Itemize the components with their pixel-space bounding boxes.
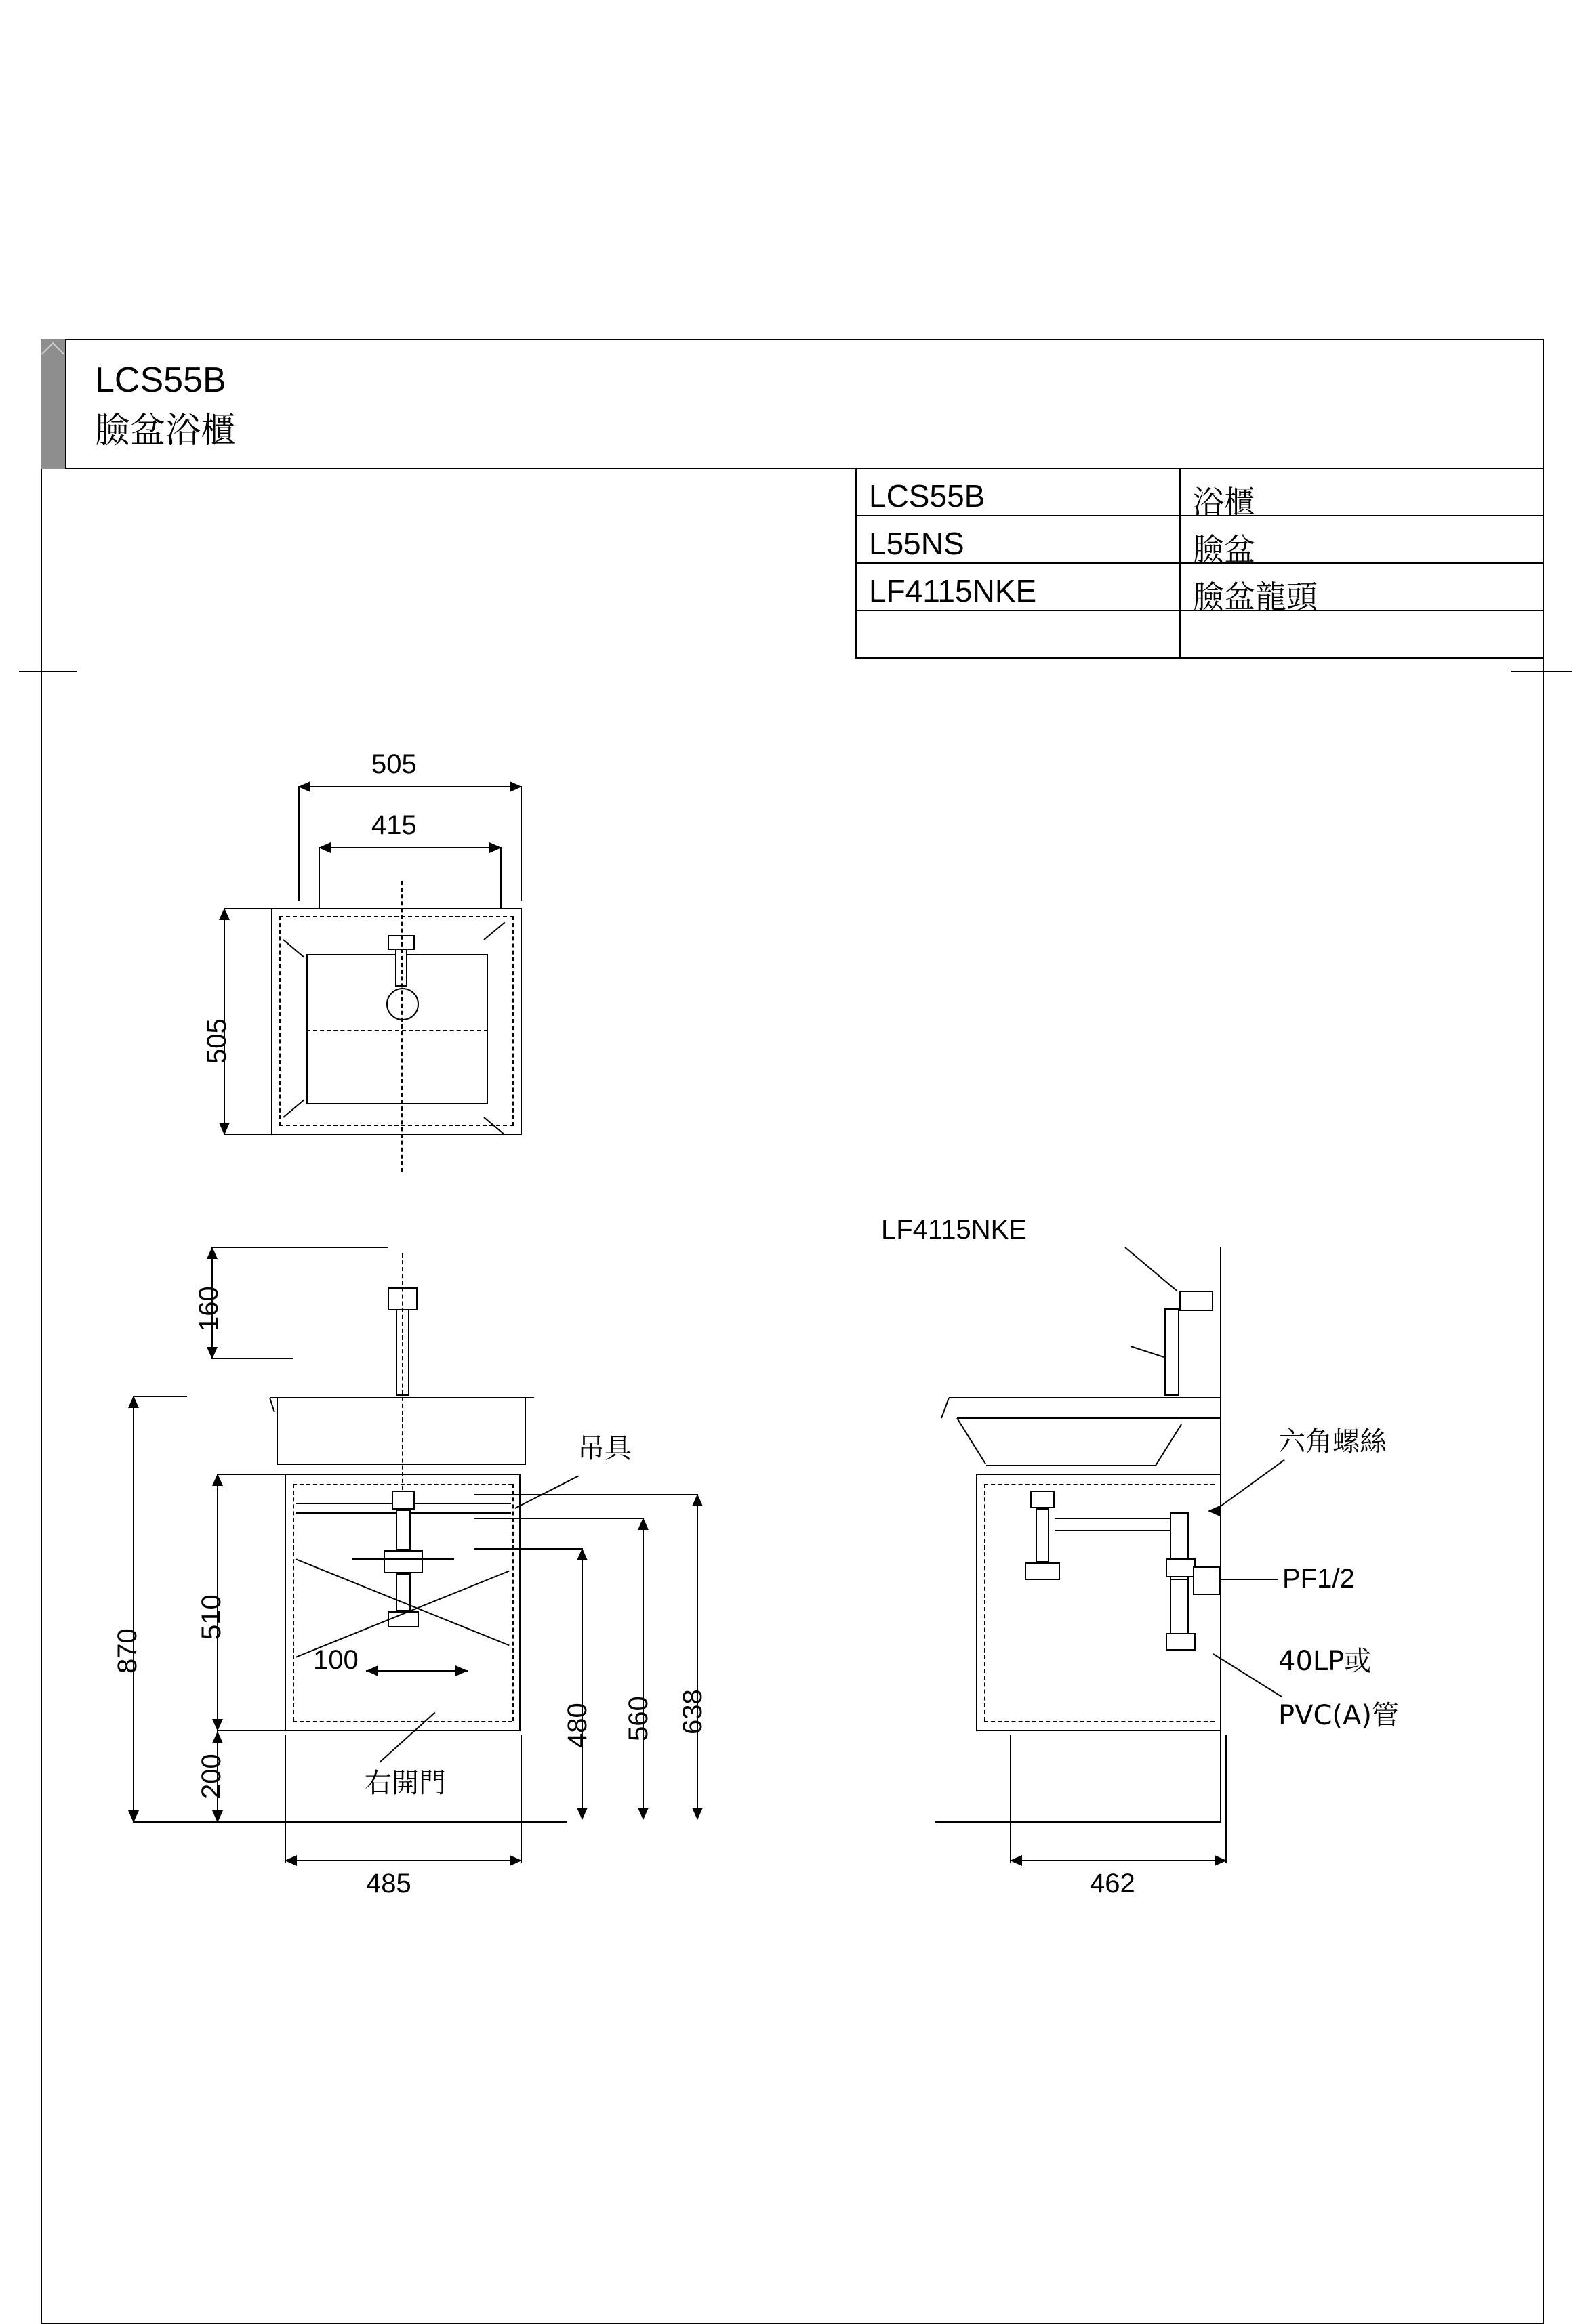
leader-pf (1220, 1579, 1278, 1580)
ext-line (298, 786, 300, 901)
ext-line (474, 1494, 698, 1495)
dim-line-100 (366, 1670, 468, 1672)
center-line-top-view (401, 881, 403, 1172)
dim-arrow (692, 1808, 703, 1820)
cabinet-inner-dash-left (279, 916, 281, 1126)
ext-line (474, 1548, 583, 1550)
dim-line-top-415 (319, 847, 502, 848)
dim-text-560: 560 (624, 1696, 653, 1741)
drain-pipe-front (396, 1510, 411, 1550)
cabinet-front-dash-top (293, 1484, 512, 1485)
table-cell-code (857, 611, 1181, 657)
dim-arrow (455, 1665, 468, 1676)
dim-text-870: 870 (113, 1628, 142, 1674)
cabinet-side-dash-left (984, 1484, 985, 1721)
table-row (855, 468, 1544, 520)
dim-arrow (319, 842, 331, 853)
basin-front-body (277, 1397, 526, 1465)
faucet-side-head (1179, 1291, 1213, 1311)
label-door: 右開門 (365, 1768, 446, 1799)
dim-line-480 (582, 1548, 583, 1819)
dim-line-485 (285, 1860, 522, 1861)
dim-arrow (212, 1810, 223, 1823)
table-cell-name (1181, 564, 1545, 615)
title-block-tab (41, 339, 66, 469)
center-mark-right (1511, 671, 1572, 672)
trap-arm-side-2 (1055, 1530, 1177, 1531)
ext-line (1010, 1735, 1011, 1863)
cabinet-side-dash-top (984, 1484, 1215, 1485)
label-pipe-line1: 40LP或 (1278, 1646, 1372, 1677)
part-name: 臉盆 (1193, 531, 1255, 568)
ext-line (285, 1735, 286, 1863)
ext-line (521, 786, 522, 901)
ext-line-floor (133, 1821, 567, 1823)
trap-cross-arm (352, 1558, 454, 1560)
dim-arrow (1010, 1855, 1022, 1866)
dim-arrow (638, 1808, 649, 1820)
dim-arrow (298, 781, 310, 792)
table-cell-name (1181, 611, 1545, 657)
table-row (855, 515, 1544, 568)
floor-line-side (935, 1821, 1220, 1823)
basin-side-bowl-bottom (986, 1465, 1156, 1466)
table-cell-code (857, 564, 1181, 610)
table-cell-name (1181, 469, 1545, 520)
ext-line (211, 1247, 388, 1248)
ext-line (217, 1730, 285, 1731)
table-row (855, 610, 1544, 659)
dim-text-200: 200 (197, 1754, 226, 1799)
dim-line-638 (697, 1494, 698, 1819)
dim-arrow (207, 1247, 218, 1259)
trap-body-front (384, 1550, 423, 1573)
drain-flange-side (1030, 1491, 1055, 1508)
table-cell-code (857, 469, 1181, 515)
dim-text-485: 485 (366, 1869, 411, 1898)
dim-arrow (212, 1474, 223, 1486)
part-name: 臉盆龍頭 (1193, 579, 1318, 615)
dim-arrow (692, 1494, 703, 1506)
label-pf: PF1/2 (1282, 1564, 1355, 1594)
label-pipe-line2: PVC(A)管 (1278, 1700, 1399, 1731)
cabinet-inner-dash-right (512, 916, 514, 1126)
pipe-nut-1 (1166, 1558, 1196, 1577)
label-hex-screw: 六角螺絲 (1278, 1426, 1387, 1457)
faucet-side-body (1164, 1308, 1179, 1396)
dim-arrow (366, 1665, 378, 1676)
basin-side-under (957, 1417, 1221, 1419)
ext-line (224, 908, 278, 909)
dim-arrow (577, 1548, 588, 1560)
table-cell-name (1181, 516, 1545, 568)
dim-text-638: 638 (678, 1689, 708, 1735)
ext-line (224, 1134, 278, 1135)
part-code: L55NS (869, 526, 964, 561)
dim-arrow (638, 1518, 649, 1530)
trap-arm-side (1055, 1518, 1177, 1519)
part-code: LCS55B (869, 478, 985, 514)
dim-arrow (285, 1855, 297, 1866)
ext-line (217, 1474, 285, 1475)
dim-text-505-depth: 505 (202, 1018, 232, 1064)
dim-text-510: 510 (197, 1594, 226, 1640)
dim-line-462 (1010, 1860, 1227, 1861)
drain-flange-front (392, 1491, 415, 1510)
dim-text-480: 480 (563, 1703, 592, 1748)
pipe-nut-2 (1166, 1633, 1196, 1651)
cabinet-inner-dash-top (279, 916, 514, 917)
ext-line (500, 847, 502, 908)
dim-line-560 (643, 1518, 644, 1819)
dim-text-160: 160 (194, 1286, 224, 1331)
dim-text-462: 462 (1090, 1869, 1135, 1898)
cabinet-front-dash-right (512, 1484, 514, 1721)
wall-lower (1220, 1731, 1221, 1823)
wall-connector (1193, 1566, 1220, 1595)
cabinet-side-dash-bottom (984, 1721, 1215, 1722)
drain-circle-top (386, 988, 419, 1020)
cabinet-front-dash-left (293, 1484, 294, 1721)
basin-side-top (949, 1397, 1220, 1398)
ext-line (521, 1735, 522, 1863)
label-hanger: 吊具 (577, 1433, 632, 1464)
cabinet-front-dash-bottom (293, 1721, 512, 1722)
ext-line (319, 847, 320, 908)
table-cell-code (857, 516, 1181, 562)
label-faucet-model: LF4115NKE (881, 1215, 1027, 1245)
page-title: LCS55B (95, 360, 226, 400)
ext-line (474, 1518, 644, 1519)
dim-text-505-width: 505 (371, 749, 417, 779)
center-mark-left (19, 671, 77, 672)
dim-arrow (212, 1731, 223, 1743)
dim-text-415-width: 415 (371, 810, 417, 840)
title-block (41, 339, 1544, 469)
basin-front-bottom (277, 1464, 526, 1465)
dim-text-100: 100 (313, 1645, 359, 1675)
ext-line (1225, 1735, 1227, 1863)
drain-pipe-side (1036, 1508, 1049, 1562)
leader-arrow-hex (1208, 1506, 1220, 1516)
page-subtitle: 臉盆浴櫃 (95, 411, 237, 451)
dim-line-top-505 (298, 786, 522, 787)
dim-arrow (128, 1396, 139, 1408)
basin-center-dash (306, 1030, 488, 1031)
wall-pipe-lower (1170, 1579, 1189, 1640)
dim-line-870 (133, 1396, 134, 1823)
part-name: 浴櫃 (1193, 484, 1255, 520)
trap-body-side (1025, 1562, 1060, 1580)
part-code: LF4115NKE (869, 573, 1037, 608)
ext-line (133, 1396, 187, 1397)
cabinet-inner-dash-bottom (279, 1125, 514, 1126)
dim-arrow (577, 1808, 588, 1820)
parts-table (855, 468, 1544, 659)
dim-arrow (219, 908, 230, 920)
ext-line (211, 1358, 293, 1359)
table-row (855, 562, 1544, 615)
